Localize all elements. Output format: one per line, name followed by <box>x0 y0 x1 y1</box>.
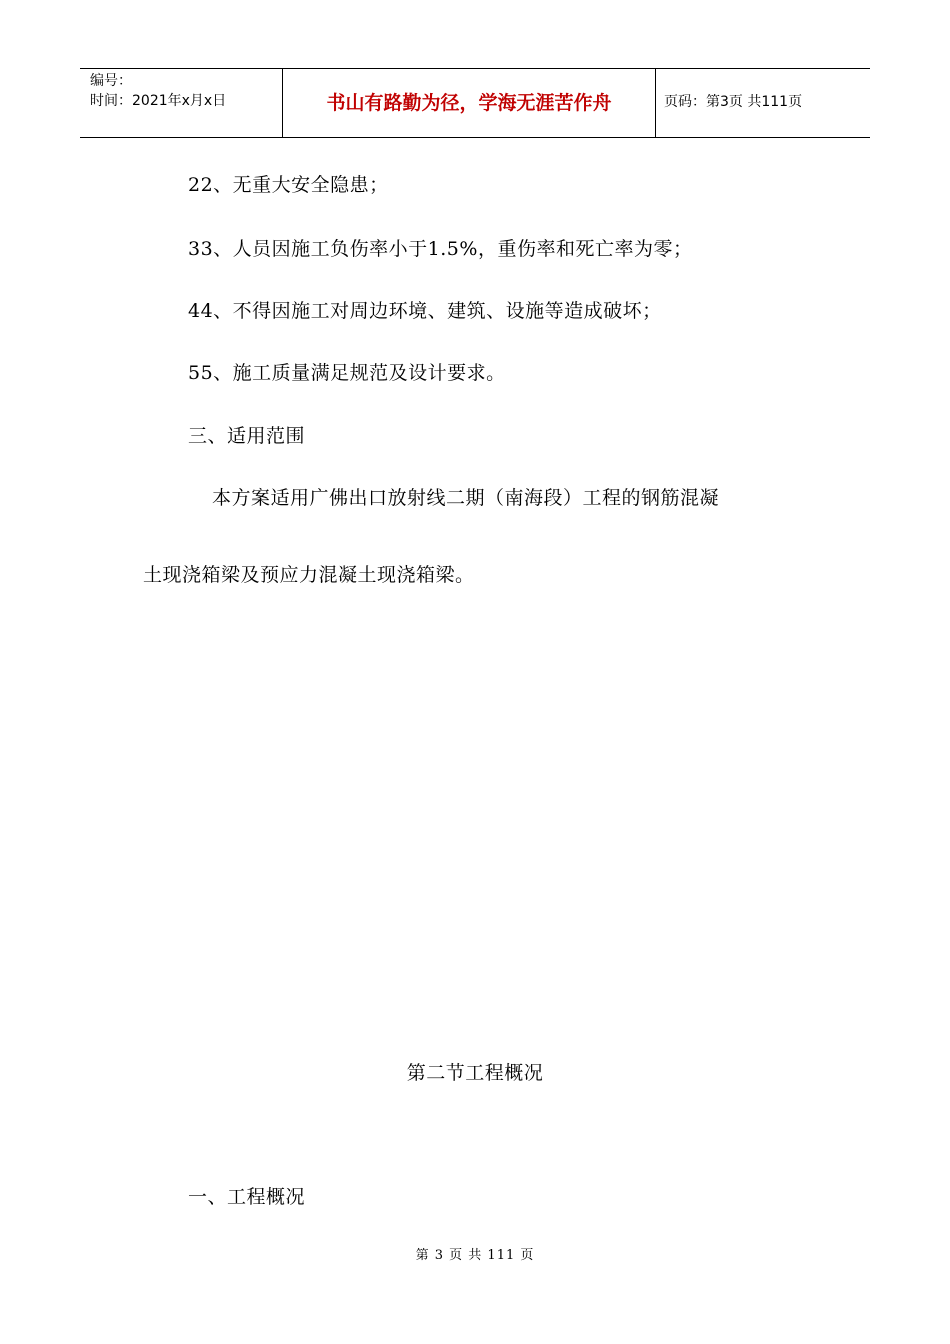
header-right-cell <box>656 69 870 137</box>
page-footer: 第 3 页 共 111 页 <box>415 1248 535 1263</box>
header-page-info: 页码：第3页 共111页 <box>664 94 803 110</box>
header-middle-cell <box>282 69 656 137</box>
body-line-4: 55、施工质量满足规范及设计要求。 <box>188 362 506 384</box>
serial-number-label: 编号： <box>90 73 132 89</box>
section-heading-scope: 三、适用范围 <box>188 425 306 447</box>
body-line-3: 44、不得因施工对周边环境、建筑、设施等造成破坏； <box>188 300 662 322</box>
section-title: 第二节工程概况 <box>406 1062 544 1084</box>
body-paragraph-line-2: 土现浇箱梁及预应力混凝土现浇箱梁。 <box>143 564 475 586</box>
body-line-2: 33、人员因施工负伤率小于1.5%，重伤率和死亡率为零； <box>188 238 693 260</box>
body-paragraph-line-1: 本方案适用广佛出口放射线二期（南海段）工程的钢筋混凝 <box>212 487 720 509</box>
page-header <box>80 68 870 138</box>
body-line-1: 22、无重大安全隐患； <box>188 174 389 196</box>
header-left-cell <box>80 69 282 137</box>
date-label: 时间：2021年x月x日 <box>90 93 227 109</box>
header-motto: 书山有路勤为径，学海无涯苦作舟 <box>326 92 612 114</box>
subheading-overview: 一、工程概况 <box>188 1186 306 1208</box>
